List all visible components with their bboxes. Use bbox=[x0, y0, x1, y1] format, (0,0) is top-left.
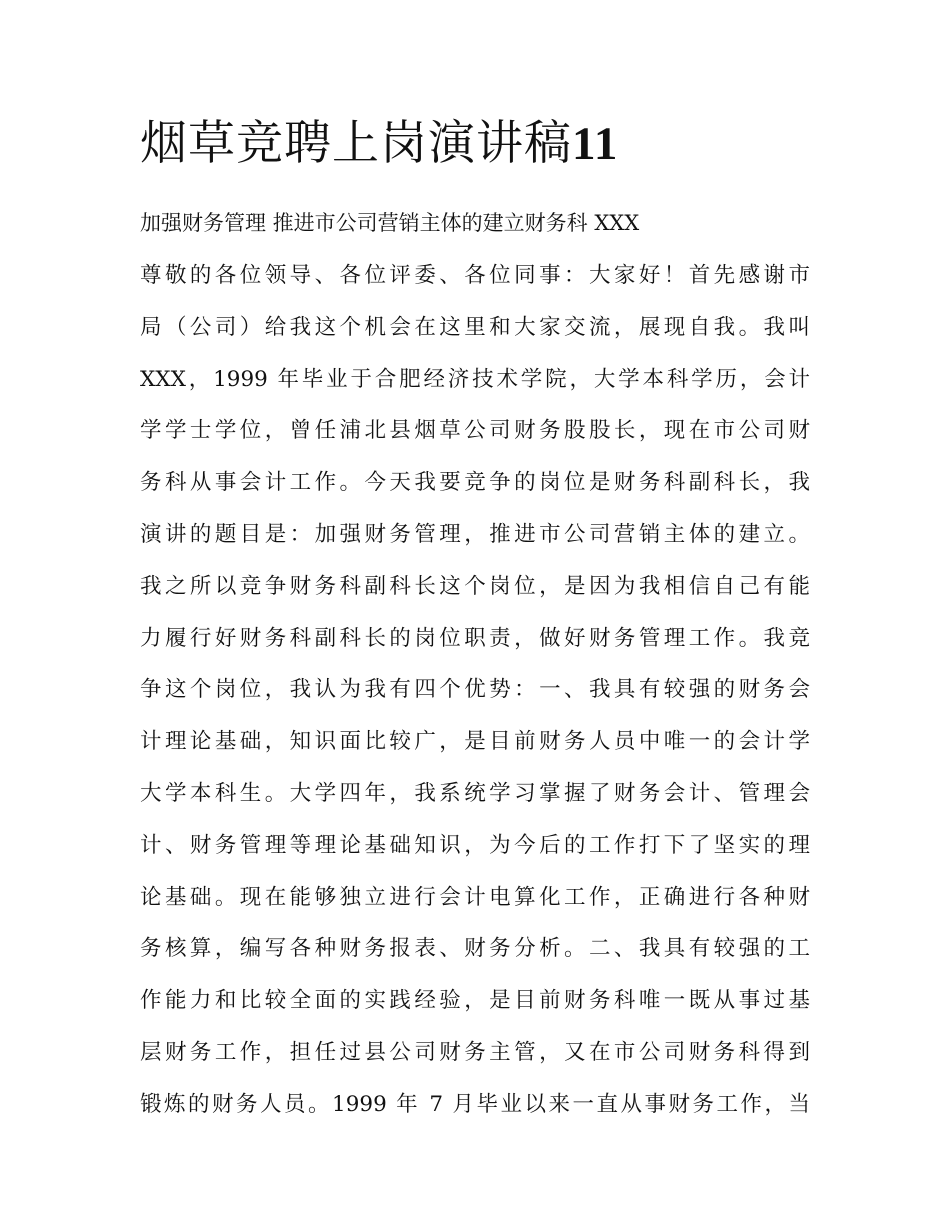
body-line: 层财务工作，担任过县公司财务主管，又在市公司财务科得到 bbox=[140, 1039, 810, 1065]
body-line: 作能力和比较全面的实践经验，是目前财务科唯一既从事过基 bbox=[140, 988, 810, 1014]
title-number: 11 bbox=[572, 118, 619, 170]
body-line: 锻炼的财务人员。1999 年 7 月毕业以来一直从事财务工作，当 bbox=[140, 1091, 810, 1117]
body-line: 务核算，编写各种财务报表、财务分析。二、我具有较强的工 bbox=[140, 936, 810, 962]
document-title bbox=[140, 112, 618, 176]
body-line: 争这个岗位，我认为我有四个优势：一、我具有较强的财务会 bbox=[140, 677, 810, 703]
body-line: 计理论基础，知识面比较广，是目前财务人员中唯一的会计学 bbox=[140, 729, 810, 755]
title-text: 烟草竞聘上岗演讲稿 bbox=[140, 116, 572, 171]
body-text bbox=[140, 250, 820, 1131]
body-line: 大学本科生。大学四年，我系统学习掌握了财务会计、管理会 bbox=[140, 780, 810, 806]
body-line: 我之所以竞争财务科副科长这个岗位，是因为我相信自己有能 bbox=[140, 573, 810, 599]
body-line: 论基础。现在能够独立进行会计电算化工作，正确进行各种财 bbox=[140, 884, 810, 910]
body-line: 力履行好财务科副科长的岗位职责，做好财务管理工作。我竞 bbox=[140, 625, 810, 651]
body-line: 学学士学位，曾任浦北县烟草公司财务股股长，现在市公司财 bbox=[140, 418, 810, 444]
document-subtitle: 加强财务管理 推进市公司营销主体的建立财务科 XXX bbox=[140, 211, 640, 235]
body-line: 局（公司）给我这个机会在这里和大家交流，展现自我。我叫 bbox=[140, 314, 810, 340]
body-line: 尊敬的各位领导、各位评委、各位同事：大家好！首先感谢市 bbox=[140, 263, 810, 288]
body-line: 演讲的题目是：加强财务管理，推进市公司营销主体的建立。 bbox=[140, 521, 810, 547]
body-line: XXX，1999 年毕业于合肥经济技术学院，大学本科学历，会计 bbox=[140, 366, 810, 392]
body-line: 务科从事会计工作。今天我要竞争的岗位是财务科副科长，我 bbox=[140, 470, 810, 496]
body-line: 计、财务管理等理论基础知识，为今后的工作打下了坚实的理 bbox=[140, 832, 810, 858]
